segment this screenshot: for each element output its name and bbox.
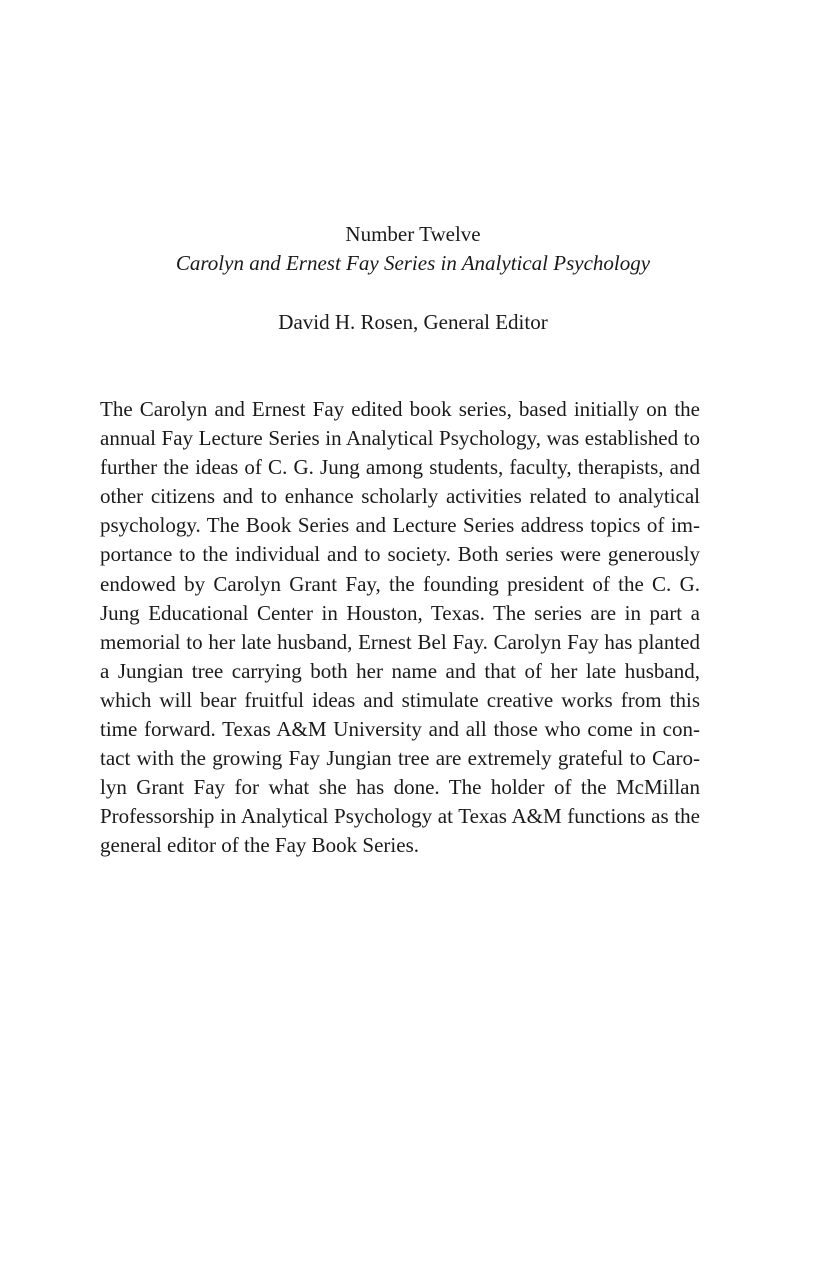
series-number: Number Twelve [345, 222, 481, 246]
description-line: lyn Grant Fay for what she has done. The holder of the McMillan [100, 775, 700, 800]
description-line: psychology. The Book Series and Lecture Series address topics of im- [100, 513, 700, 538]
description-line: Professorship in Analytical Psychology at Texas A&M functions as the [100, 804, 700, 829]
description-line: further the ideas of C. G. Jung among students, faculty, therapists, and [100, 455, 700, 480]
description-line: annual Fay Lecture Series in Analytical Psychology, was established to [100, 426, 700, 451]
description-line: The Carolyn and Ernest Fay edited book series, based initially on the [100, 397, 700, 421]
description-line: other citizens and to enhance scholarly activities related to analytical [100, 484, 700, 509]
description-line: a Jungian tree carrying both her name and that of her late husband, [100, 658, 700, 683]
series-title: Carolyn and Ernest Fay Series in Analytical Psychology [175, 251, 651, 275]
description-line: time forward. Texas A&M University and all those who come in con- [100, 717, 700, 742]
description-line: general editor of the Fay Book Series. [100, 833, 419, 858]
description-line: which will bear fruitful ideas and stimulate creative works from this [100, 687, 700, 712]
description-line: tact with the growing Fay Jungian tree are extremely grateful to Caro- [100, 746, 700, 771]
general-editor: David H. Rosen, General Editor [278, 310, 548, 334]
description-line: portance to the individual and to society. Both series were generously [100, 542, 700, 567]
series-description [100, 395, 700, 861]
description-line: endowed by Carolyn Grant Fay, the founding president of the C. G. [100, 571, 700, 596]
description-line: Jung Educational Center in Houston, Texas. The series are in part a [100, 600, 700, 625]
description-line: memorial to her late husband, Ernest Bel Fay. Carolyn Fay has planted [100, 629, 700, 654]
